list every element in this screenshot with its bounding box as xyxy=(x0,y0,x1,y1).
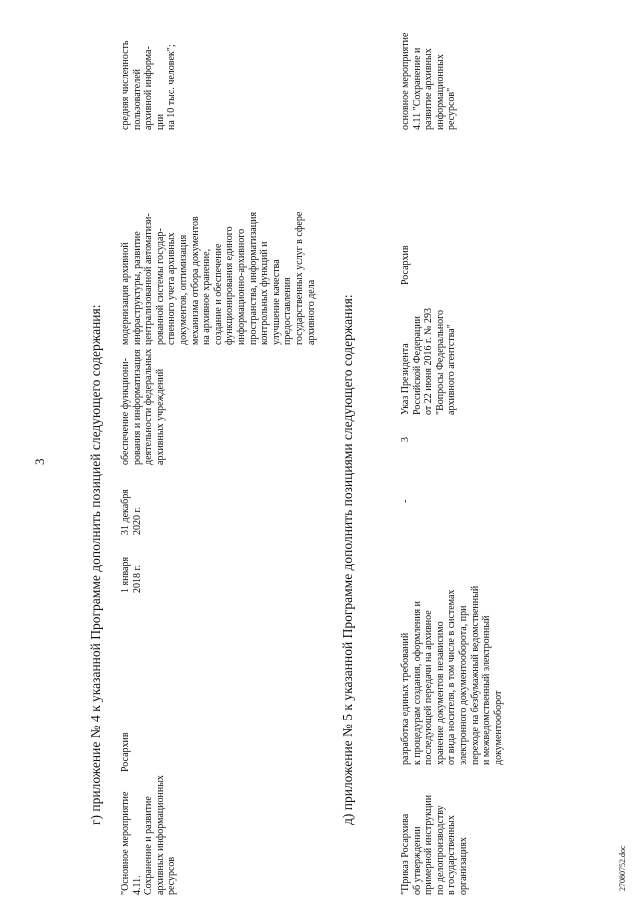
section-g-heading: г) приложение № 4 к указанной Программе дополнить позицией следующего содержания: xyxy=(88,304,103,825)
footer-file-code: 27080752.doc xyxy=(618,845,627,891)
section-d-content: разработка единых требований к процедурам создания, оформления и последующей передачи на архивное хранение документов независимо от вида носителя, в том числе в системах электронного документооборота, при переходе на безбумажный ведомственный и межведомственный электронный документооборот xyxy=(400,585,504,765)
section-d-heading: д) приложение № 5 к указанной Программе дополнить позициями следующего содержания: xyxy=(340,294,355,825)
page-number: 3 xyxy=(32,458,47,465)
section-g-result: модернизация архивной инфраструктуры, развитие централизованной автоматизи- рованной системы государ- ственного учета архивных документов, оптимизация механизма отбора документов на архивное хранение, создание и обеспечение функционирования единого информационно-архивного пространства, информатизация контрольных функций и улучшение качества предоставления государственных услуг в сфере архивного дела xyxy=(120,211,317,345)
section-g-end-date: 31 декабря 2020 г. xyxy=(120,489,143,535)
section-d-number: 3 xyxy=(400,437,411,442)
section-g-start-date: 1 января 2018 г. xyxy=(120,556,143,593)
section-d-dash: - xyxy=(400,499,411,503)
section-d-basis: Указ Президента Российской Федерации от 22 июня 2016 г. № 293 "Вопросы Федерального архивного агентства" xyxy=(400,307,458,415)
section-g-activity: "Основное мероприятие 4.11. Сохранение и развитие архивных информационных ресурсов xyxy=(120,775,178,895)
section-g-indicator: средняя численность пользователей архивной информа- ции на 10 тыс. человек"; xyxy=(120,40,178,130)
section-d-related-activity: основное мероприятие 4.11 "Сохранение и развитие архивных информационных ресурсов" xyxy=(400,32,458,130)
section-g-task: обеспечение функциони- рования и информатизация деятельности федеральных архивных учреждений xyxy=(120,348,166,465)
section-d-document: "Приказ Росархива об утверждении примерной инструкции по делопроизводству в государственных организациях xyxy=(400,794,469,895)
section-d-executor: Росархив xyxy=(400,245,411,285)
section-g-executor: Росархив xyxy=(120,732,131,772)
